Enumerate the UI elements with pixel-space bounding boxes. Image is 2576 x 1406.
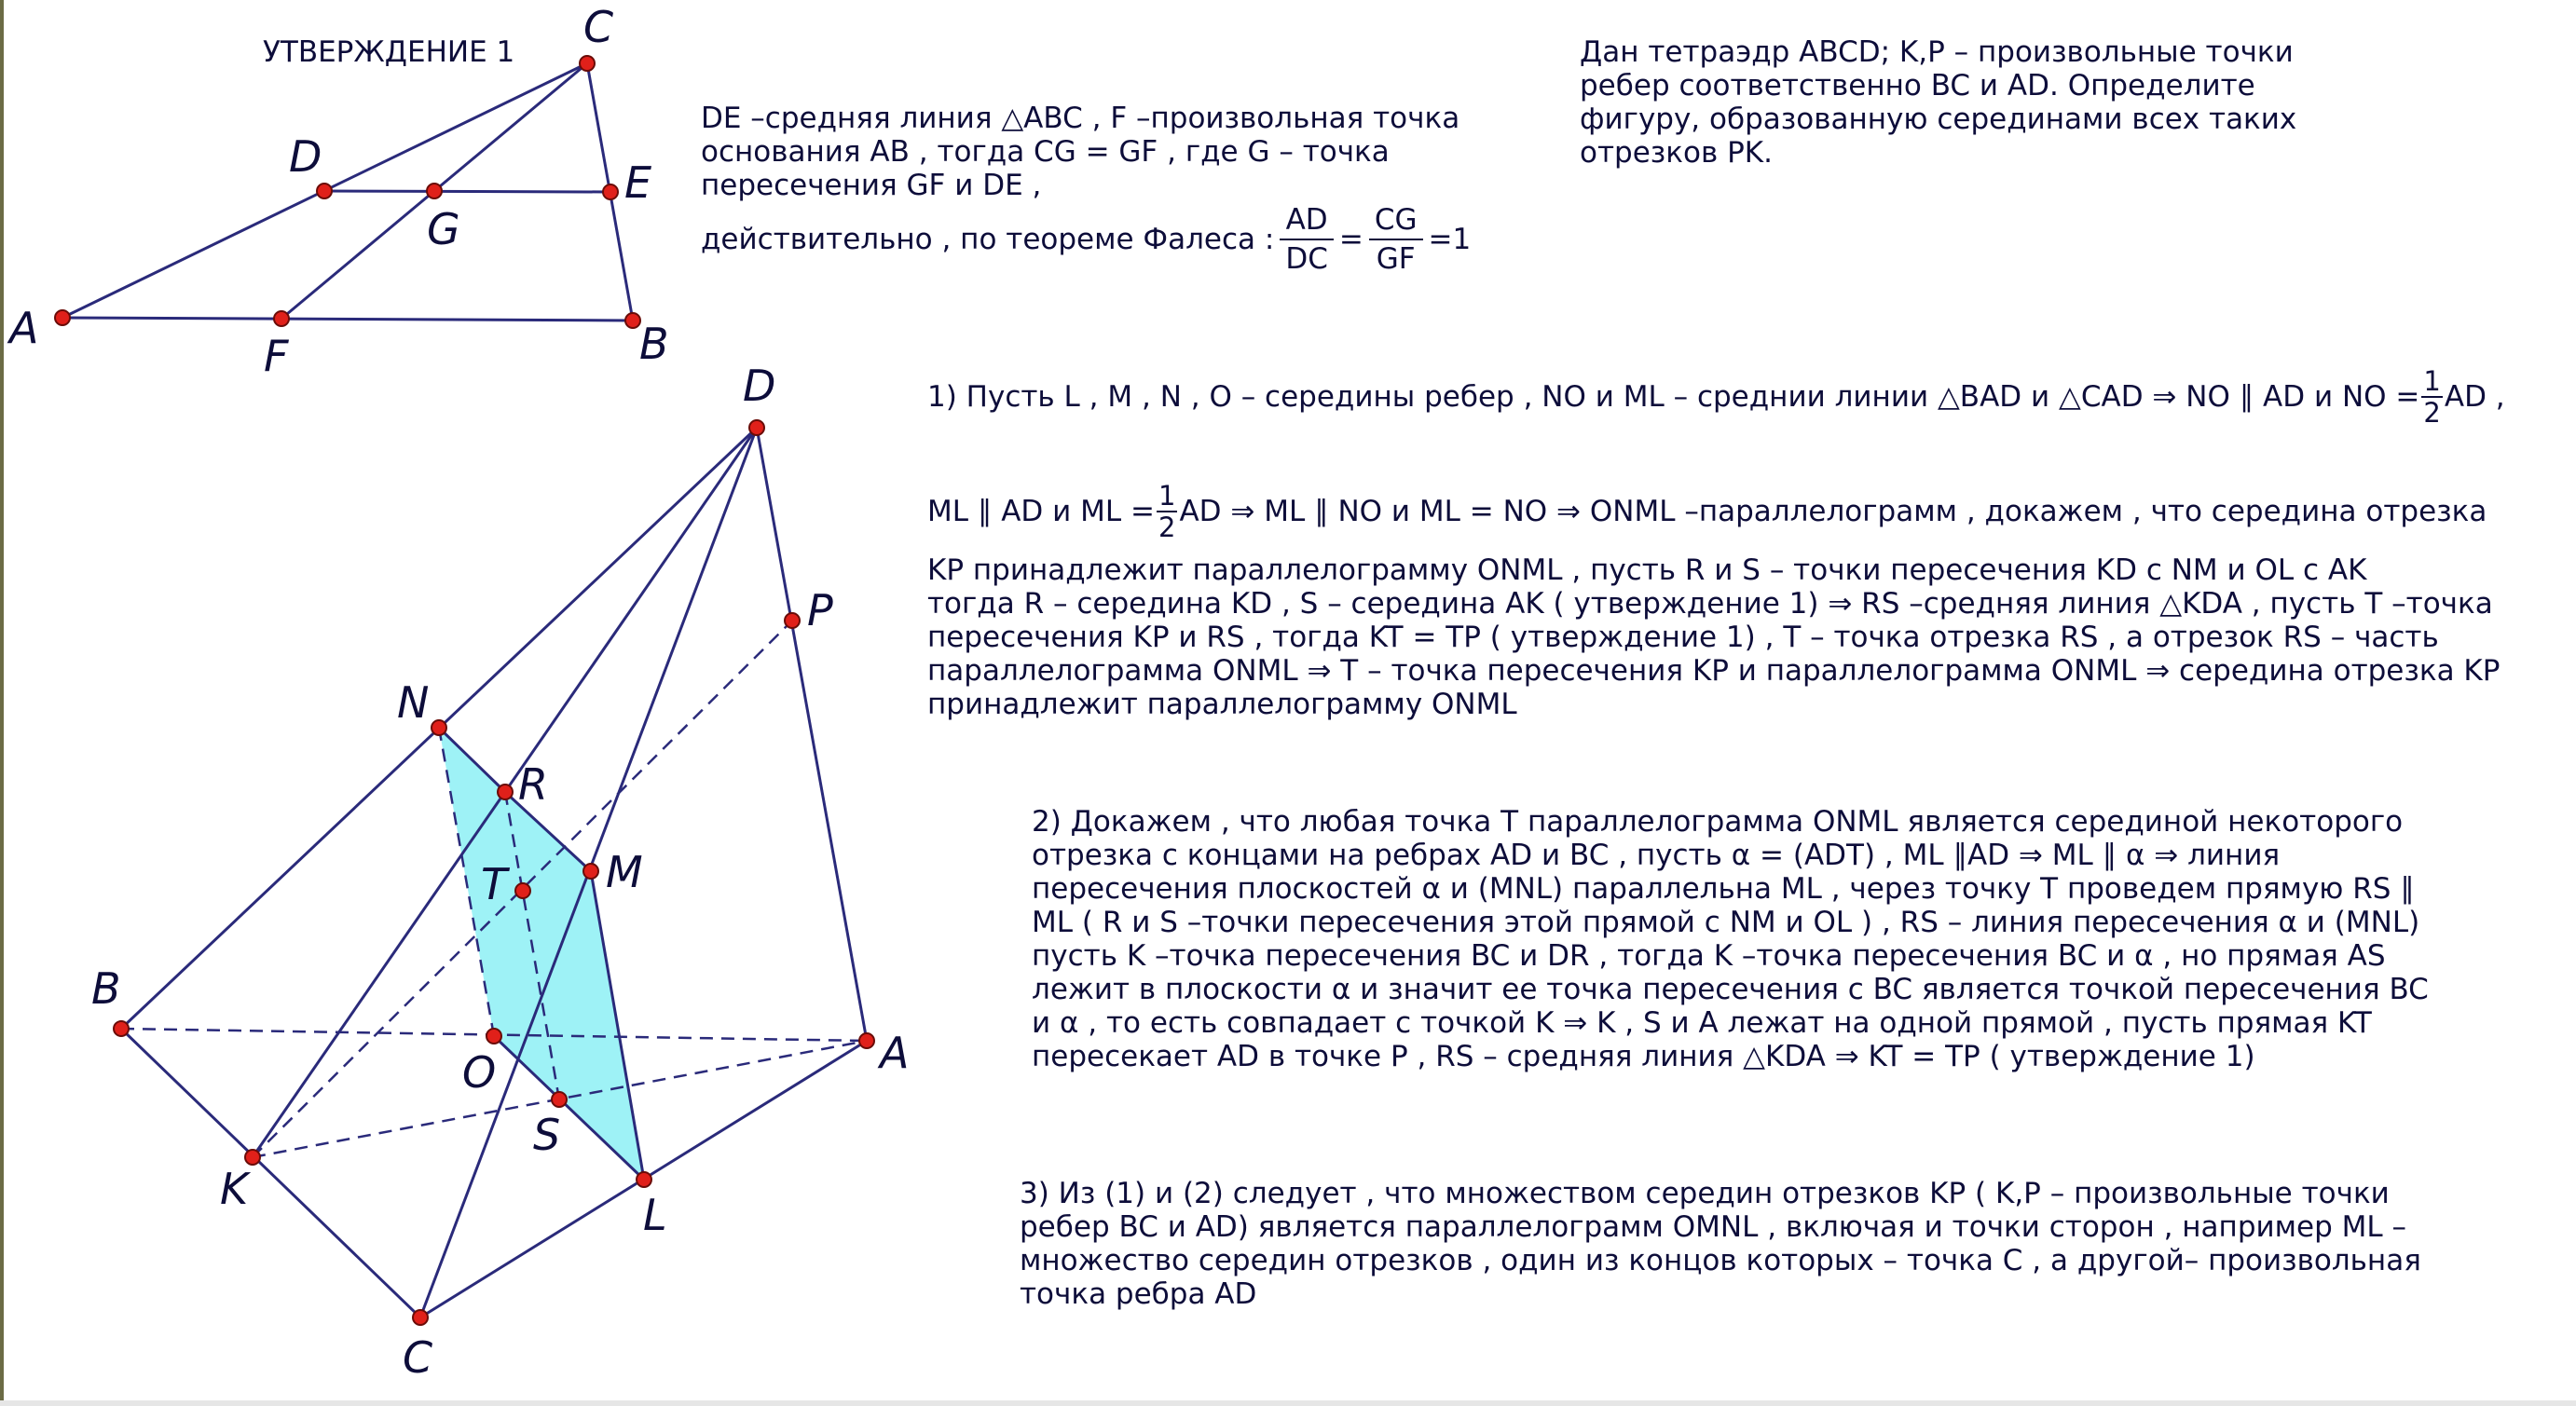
point-A1 bbox=[55, 310, 70, 325]
point-D2 bbox=[749, 420, 764, 435]
part1-line2 bbox=[927, 474, 2487, 549]
thales-formula bbox=[701, 198, 1471, 281]
point-A2 bbox=[859, 1033, 874, 1048]
point-F1 bbox=[274, 311, 289, 326]
fraction-numerator: 1 bbox=[1158, 480, 1176, 512]
point-K2 bbox=[245, 1150, 260, 1165]
label-C1: C bbox=[583, 2, 614, 52]
equals-sign: = bbox=[1338, 223, 1363, 256]
bottom-edge-bar bbox=[0, 1400, 2576, 1406]
label-F1: F bbox=[264, 331, 289, 381]
part1-line2-after: AD ⇒ ML ∥ NO и ML = NO ⇒ ONML –параллелограмм , докажем , что середина отрезка bbox=[1179, 495, 2487, 528]
fraction-denominator: DC bbox=[1285, 242, 1328, 276]
thales-prefix: действительно , по теореме Фалеса : bbox=[701, 223, 1275, 256]
point-E1 bbox=[603, 184, 618, 199]
part2-line: отрезка с концами на ребрах AD и BC , пусть α = (ADT) , ML ∥AD ⇒ ML ∥ α ⇒ линия bbox=[1032, 839, 2281, 872]
statement-text bbox=[701, 102, 1459, 202]
thales-suffix: =1 bbox=[1428, 223, 1472, 256]
problem-line: Дан тетраэдр ABCD; K,P – произвольные точки bbox=[1580, 35, 2294, 69]
label-A2: A bbox=[880, 1028, 910, 1078]
part2-line: и α , то есть совпадает с точкой K ⇒ K , S и A лежат на одной прямой , пусть прямая KT bbox=[1032, 1006, 2372, 1040]
label-D1: D bbox=[289, 131, 322, 182]
fraction-one-half bbox=[1157, 481, 1177, 542]
fraction-denominator: GF bbox=[1376, 242, 1416, 276]
point-R2 bbox=[498, 785, 513, 799]
part2-line: ML ( R и S –точки пересечения этой прямой с NM и OL ) , RS – линия пересечения α и (MNL) bbox=[1032, 906, 2420, 939]
part1-line: параллелограмма ONML ⇒ T – точка пересечения KP и параллелограмма ONML ⇒ середина отрезка KP bbox=[927, 654, 2501, 688]
part1-line1-text: 1) Пусть L , M , N , O – середины ребер , NO и ML – среднии линии △BAD и △CAD ⇒ NO ∥ AD и NO = bbox=[927, 380, 2420, 414]
label-B1: B bbox=[639, 319, 669, 369]
label-G1: G bbox=[427, 204, 460, 254]
fraction-denominator: 2 bbox=[1158, 512, 1176, 543]
point-P2 bbox=[785, 613, 800, 628]
part2-line: пусть K –точка пересечения BC и DR , тогда K –точка пересечения BC и α , но прямая AS bbox=[1032, 939, 2386, 973]
fraction-numerator: AD bbox=[1280, 201, 1334, 240]
label-N2: N bbox=[397, 677, 430, 728]
statement-line: DE –средняя линия △ABC , F –произвольная точка bbox=[701, 102, 1460, 135]
label-B2: B bbox=[91, 963, 121, 1014]
part1-line: KP принадлежит параллелограмму ONML , пусть R и S – точки пересечения KD с NM и OL с AK bbox=[927, 553, 2367, 587]
point-D1 bbox=[317, 184, 332, 198]
point-O2 bbox=[486, 1029, 501, 1044]
point-T2 bbox=[515, 883, 530, 898]
part1-line: тогда R – середина KD , S – середина AK ( утверждение 1) ⇒ RS –средняя линия △KDA , пусть T –точка bbox=[927, 587, 2493, 621]
problem-line: ребер соответственно BC и AD. Определите bbox=[1580, 69, 2255, 102]
part3-line: точка ребра AD bbox=[1020, 1277, 1257, 1311]
part2-line: лежит в плоскости α и значит ее точка пересечения с BC является точкой пересечения BC bbox=[1032, 973, 2429, 1006]
part3-line: множество середин отрезков , один из концов которых – точка C , а другой– произвольная bbox=[1020, 1244, 2421, 1277]
edge-BC bbox=[121, 1029, 420, 1317]
part1-line: пересечения KP и RS , тогда KT = TP ( утверждение 1) , T – точка отрезка RS , а отрезок RS – часть bbox=[927, 621, 2439, 654]
point-C1 bbox=[580, 56, 595, 71]
point-B1 bbox=[625, 313, 640, 328]
label-P2: P bbox=[807, 585, 833, 635]
fraction-numerator: CG bbox=[1369, 201, 1423, 240]
segment-AB bbox=[62, 318, 633, 321]
label-A1: A bbox=[9, 303, 39, 353]
point-L2 bbox=[637, 1172, 651, 1187]
edge-DA bbox=[757, 428, 867, 1041]
label-C2: C bbox=[403, 1332, 433, 1383]
part1-line2-text: ML ∥ AD и ML = bbox=[927, 495, 1156, 528]
point-C2 bbox=[413, 1310, 428, 1325]
part1-line: принадлежит параллелограмму ONML bbox=[927, 688, 1517, 721]
part1-line1 bbox=[927, 360, 2505, 434]
problem-statement bbox=[1580, 35, 2296, 170]
statement-line: пересечения GF и DE , bbox=[701, 169, 1042, 202]
part2-line: пересекает AD в точке P , RS – средняя линия △KDA ⇒ KT = TP ( утверждение 1) bbox=[1032, 1040, 2255, 1073]
segment-DE bbox=[324, 191, 610, 192]
part1-rest bbox=[927, 553, 2500, 721]
part3-line: ребер BC и AD) является параллелограмм OMNL , включая и точки сторон , например ML – bbox=[1020, 1210, 2406, 1244]
problem-line: отрезков PK. bbox=[1580, 136, 1773, 170]
part1-line1-after: AD , bbox=[2444, 380, 2505, 414]
fraction-AD-DC bbox=[1280, 201, 1334, 278]
point-G1 bbox=[427, 184, 442, 198]
fraction-one-half bbox=[2421, 366, 2442, 428]
label-T2: T bbox=[481, 859, 508, 909]
label-R2: R bbox=[518, 759, 548, 810]
fraction-CG-GF bbox=[1369, 201, 1423, 278]
statement-heading: УТВЕРЖДЕНИЕ 1 bbox=[263, 35, 515, 69]
point-M2 bbox=[583, 864, 598, 879]
label-E1: E bbox=[624, 157, 652, 208]
label-D2: D bbox=[743, 361, 776, 411]
label-O2: O bbox=[462, 1047, 497, 1098]
triangle-figure bbox=[62, 63, 633, 321]
label-M2: M bbox=[606, 847, 643, 897]
label-S2: S bbox=[533, 1110, 561, 1160]
tetrahedron-labels bbox=[91, 361, 909, 1383]
point-N2 bbox=[432, 720, 446, 735]
part2-line: пересечения плоскостей α и (MNL) параллельна ML , через точку T проведем прямую RS ∥ bbox=[1032, 872, 2415, 906]
label-L2: L bbox=[643, 1190, 667, 1240]
fraction-denominator: 2 bbox=[2423, 397, 2441, 429]
point-S2 bbox=[552, 1092, 567, 1107]
part2-text bbox=[1032, 805, 2429, 1073]
part3-line: 3) Из (1) и (2) следует , что множеством середин отрезков KP ( K,P – произвольные точки bbox=[1020, 1177, 2390, 1210]
part2-line: 2) Докажем , что любая точка T параллелограмма ONML является серединой некоторого bbox=[1032, 805, 2404, 839]
label-K2: K bbox=[220, 1164, 249, 1214]
problem-line: фигуру, образованную серединами всех таких bbox=[1580, 102, 2297, 136]
statement-line: основания AB , тогда CG = GF , где G – точка bbox=[701, 135, 1390, 169]
point-B2 bbox=[114, 1021, 129, 1036]
fraction-numerator: 1 bbox=[2423, 365, 2441, 397]
part3-text bbox=[1020, 1177, 2421, 1311]
